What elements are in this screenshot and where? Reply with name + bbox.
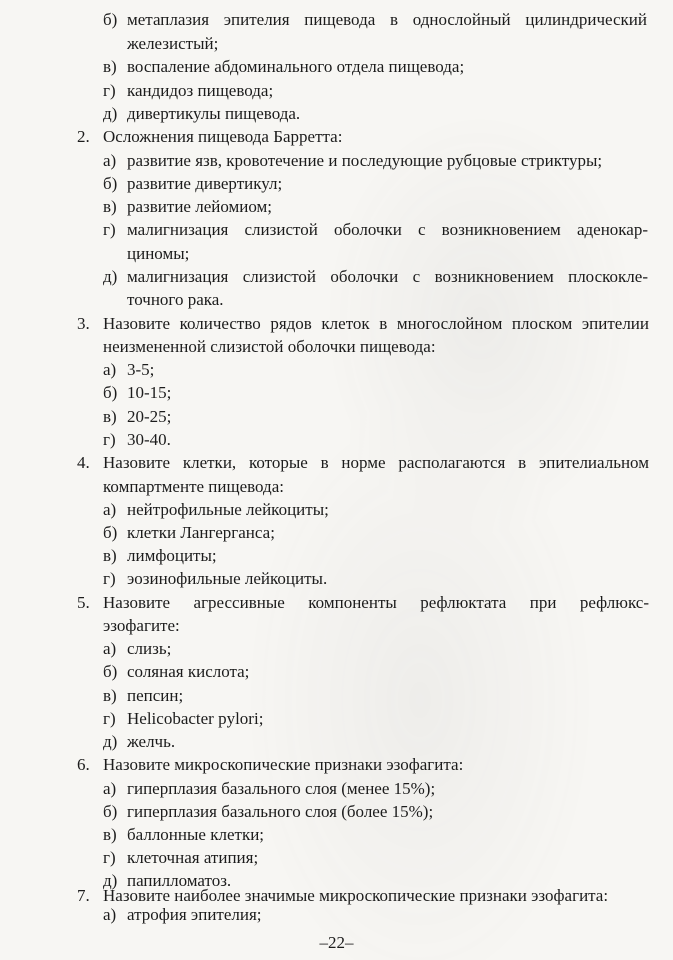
option-text: дивертикулы пищевода. xyxy=(127,104,301,123)
option-mark: г) xyxy=(103,569,116,588)
question-number: 7. xyxy=(77,886,90,905)
option-text-cont: циномы; xyxy=(127,244,190,263)
question-number: 4. xyxy=(77,453,90,472)
option-text: соляная кислота; xyxy=(127,662,250,681)
option-mark: в) xyxy=(103,546,117,565)
option-mark: б) xyxy=(103,383,118,402)
option-mark: б) xyxy=(103,174,118,193)
option-mark: д) xyxy=(103,267,118,286)
question-title: Назовите микроскопические признаки эзофагита: xyxy=(103,755,464,774)
question-number: 6. xyxy=(77,755,90,774)
option-mark: д) xyxy=(103,871,118,890)
option-mark: б) xyxy=(103,802,118,821)
option-text: кандидоз пищевода; xyxy=(127,81,274,100)
question-title-cont: компартменте пищевода: xyxy=(103,477,284,496)
option-text: развитие лейомиом; xyxy=(127,197,273,216)
option-mark: в) xyxy=(103,197,117,216)
option-mark: б) xyxy=(103,10,118,29)
option-text: 3-5; xyxy=(127,360,155,379)
question-title: Осложнения пищевода Барретта: xyxy=(103,127,343,146)
option-mark: а) xyxy=(103,151,117,170)
option-mark: в) xyxy=(103,686,117,705)
question-title: Назовите агрессивные компоненты рефлюктата при рефлюкс- xyxy=(103,593,649,612)
option-mark: а) xyxy=(103,905,117,924)
option-text: слизь; xyxy=(127,639,172,658)
option-text: гиперплазия базального слоя (более 15%); xyxy=(127,802,434,821)
option-text: 10-15; xyxy=(127,383,172,402)
option-text: Helicobacter pylori; xyxy=(127,709,264,728)
option-text-cont: точного рака. xyxy=(127,290,224,309)
option-mark: г) xyxy=(103,430,116,449)
option-text: воспаление абдоминального отдела пищевода; xyxy=(127,57,465,76)
option-text: клеточная атипия; xyxy=(127,848,259,867)
option-text: метаплазия эпителия пищевода в однослойный цилиндрический xyxy=(127,10,647,29)
option-text: развитие язв, кровотечение и последующие рубцовые стриктуры; xyxy=(127,151,603,170)
option-mark: а) xyxy=(103,500,117,519)
question-title: Назовите количество рядов клеток в многослойном плоском эпителии xyxy=(103,314,649,333)
question-title-cont: эзофагите: xyxy=(103,616,180,635)
option-mark: в) xyxy=(103,57,117,76)
option-text: желчь. xyxy=(127,732,176,751)
question-number: 3. xyxy=(77,314,90,333)
question-number: 5. xyxy=(77,593,90,612)
option-text: нейтрофильные лейкоциты; xyxy=(127,500,329,519)
option-text: пепсин; xyxy=(127,686,184,705)
option-mark: б) xyxy=(103,662,118,681)
option-text: развитие дивертикул; xyxy=(127,174,283,193)
option-text: 30-40. xyxy=(127,430,171,449)
option-mark: г) xyxy=(103,81,116,100)
option-text: клетки Лангерганса; xyxy=(127,523,275,542)
option-text: гиперплазия базального слоя (менее 15%); xyxy=(127,779,436,798)
option-mark: г) xyxy=(103,220,116,239)
option-mark: в) xyxy=(103,825,117,844)
option-text: баллонные клетки; xyxy=(127,825,265,844)
option-text: папилломатоз. xyxy=(127,871,232,890)
option-mark: г) xyxy=(103,848,116,867)
option-text-cont: железистый; xyxy=(127,34,219,53)
option-mark: а) xyxy=(103,779,117,798)
question-title-cont: неизмененной слизистой оболочки пищевода: xyxy=(103,337,436,356)
option-mark: б) xyxy=(103,523,118,542)
option-text: малигнизация слизистой оболочки с возникновением аденокар- xyxy=(127,220,648,239)
option-mark: а) xyxy=(103,639,117,658)
option-mark: в) xyxy=(103,407,117,426)
option-text: атрофия эпителия; xyxy=(127,905,262,924)
page-number: –22– xyxy=(319,933,354,952)
option-text: малигнизация слизистой оболочки с возникновением плоскокле- xyxy=(127,267,648,286)
question-number: 2. xyxy=(77,127,90,146)
option-mark: а) xyxy=(103,360,117,379)
option-mark: д) xyxy=(103,732,118,751)
question-title: Назовите клетки, которые в норме располагаются в эпителиальном xyxy=(103,453,649,472)
option-mark: г) xyxy=(103,709,116,728)
option-text: эозинофильные лейкоциты. xyxy=(127,569,328,588)
question-title: Назовите наиболее значимые микроскопические признаки эзофагита: xyxy=(103,886,609,905)
option-text: лимфоциты; xyxy=(127,546,217,565)
option-text: 20-25; xyxy=(127,407,172,426)
option-mark: д) xyxy=(103,104,118,123)
